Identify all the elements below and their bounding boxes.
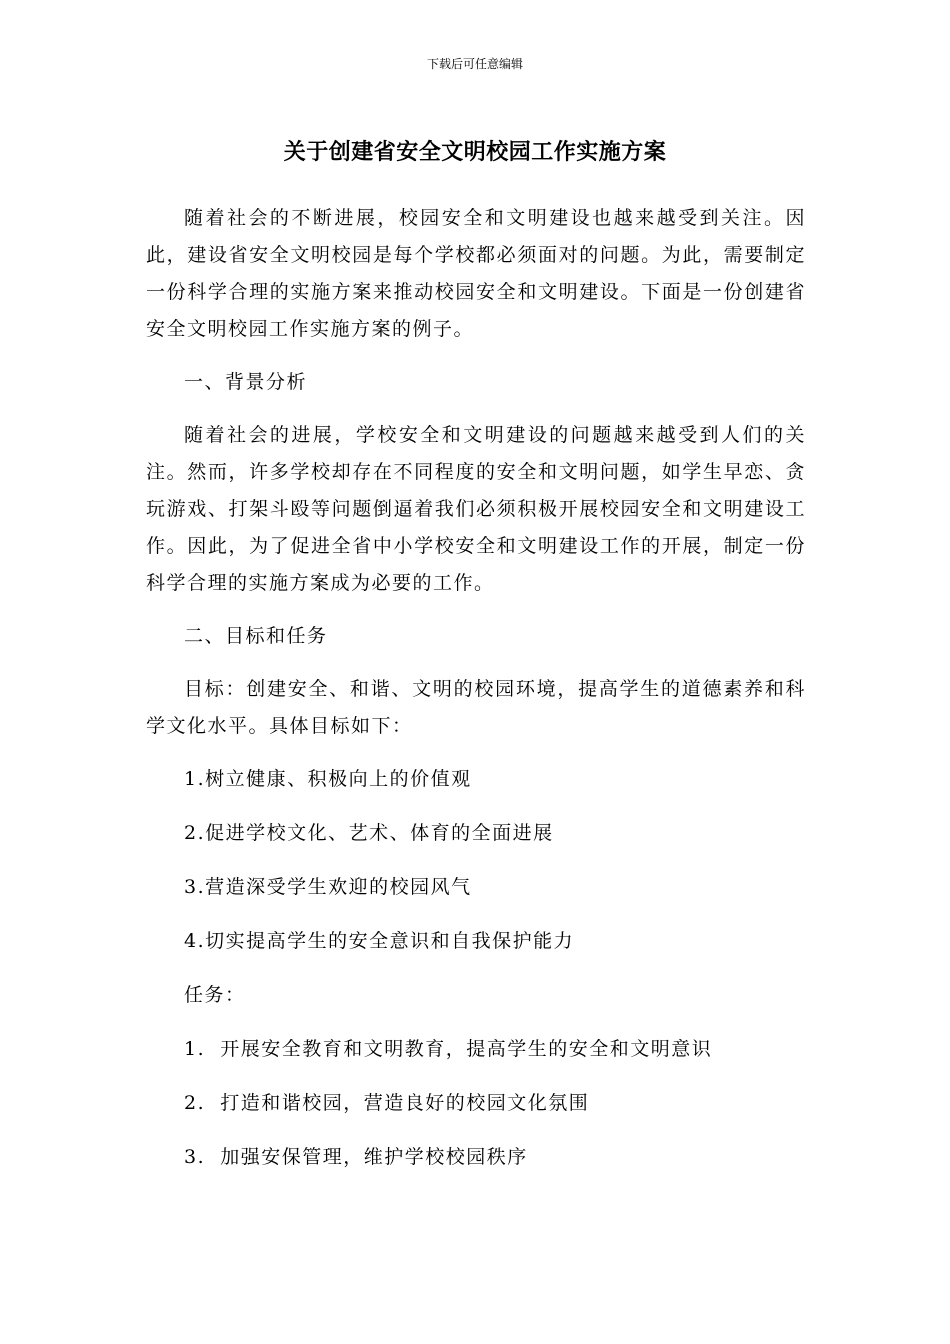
- background-paragraph: 随着社会的进展，学校安全和文明建设的问题越来越受到人们的关注。然而，许多学校却存在不同程度的安全和文明问题，如学生早恋、贪玩游戏、打架斗殴等问题倒逼着我们必须积极开展校园安全和文明建设工作。因此，为了促进全省中小学校安全和文明建设工作的开展，制定一份科学合理的实施方案成为必要的工作。: [146, 424, 806, 594]
- goal-item: 1.树立健康、积极向上的价值观: [184, 768, 472, 790]
- goal-item: 3.营造深受学生欢迎的校园风气: [184, 876, 472, 898]
- intro-paragraph: 随着社会的不断进展，校园安全和文明建设也越来越受到关注。因此，建设省安全文明校园是每个学校都必须面对的问题。为此，需要制定一份科学合理的实施方案来推动校园安全和文明建设。下面是一份创建省安全文明校园工作实施方案的例子。: [146, 207, 806, 340]
- tasks-label: 任务：: [184, 984, 246, 1006]
- goal-item: 4.切实提高学生的安全意识和自我保护能力: [184, 930, 575, 952]
- section-heading-goals: 二、目标和任务: [184, 625, 328, 647]
- header-note: 下载后可任意编辑: [426, 57, 523, 71]
- task-item: 1. 开展安全教育和文明教育，提高学生的安全和文明意识: [184, 1038, 713, 1060]
- task-item: 2. 打造和谐校园，营造良好的校园文化氛围: [184, 1092, 590, 1114]
- goal-item: 2.促进学校文化、艺术、体育的全面进展: [184, 822, 554, 844]
- task-item: 3. 加强安保管理，维护学校校园秩序: [184, 1146, 528, 1168]
- document-title: 关于创建省安全文明校园工作实施方案: [283, 140, 667, 165]
- document-body: [146, 200, 806, 1193]
- section-heading-background: 一、背景分析: [184, 371, 308, 393]
- goal-intro-paragraph: 目标：创建安全、和谐、文明的校园环境，提高学生的道德素养和科学文化水平。具体目标如下：: [146, 678, 806, 737]
